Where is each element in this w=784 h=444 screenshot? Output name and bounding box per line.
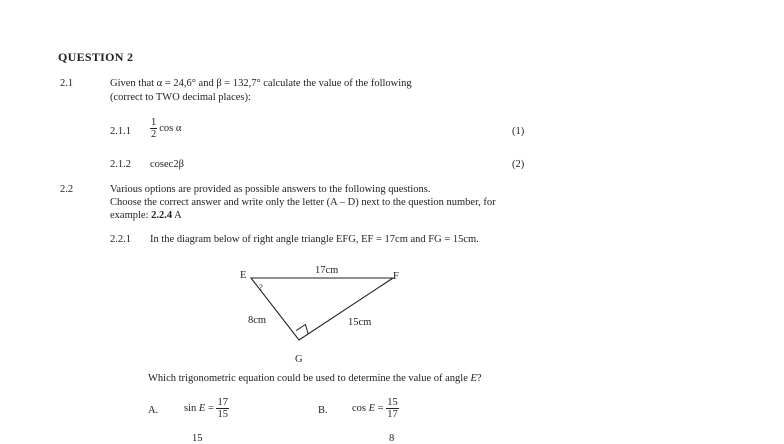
- side-eg-label: 8cm: [248, 315, 267, 326]
- vertex-e-label: E: [240, 270, 247, 281]
- option-b-numerator: 15: [387, 397, 398, 408]
- option-c-numerator: 15: [192, 433, 203, 444]
- q212-expr: cosec2β: [150, 159, 184, 170]
- q22-example-prefix: example:: [110, 210, 149, 221]
- side-ef-label: 17cm: [315, 265, 339, 276]
- triangle-efg: [251, 278, 393, 340]
- option-a-func: sin: [184, 403, 197, 414]
- q22-number: 2.2: [60, 184, 74, 195]
- q211-expression: [150, 117, 181, 140]
- option-b-func: cos: [352, 403, 366, 414]
- right-angle-marker: [296, 325, 308, 334]
- q21-number: 2.1: [60, 78, 74, 89]
- q211-number: 2.1.1: [110, 126, 131, 137]
- side-fg-label: 15cm: [348, 317, 372, 328]
- question-heading: QUESTION 2: [58, 50, 134, 64]
- q22-example-letter: A: [174, 210, 182, 221]
- q221-prompt-var: E: [470, 373, 477, 384]
- q22-intro-line1: Various options are provided as possible answers to the following questions.: [110, 184, 431, 195]
- angle-e-label: ?: [259, 282, 263, 292]
- option-a-fraction: [216, 397, 229, 420]
- q211-fraction: [150, 117, 157, 140]
- q212-marks: (2): [512, 159, 525, 170]
- option-a-equation: sin E = $\frac{17}{15}$: [184, 397, 228, 420]
- q211-marks: (1): [512, 126, 525, 137]
- q221-prompt-text: Which trigonometric equation could be used to determine the value of angle: [148, 373, 468, 384]
- option-a-numerator: 17: [217, 397, 228, 408]
- q221-number: 2.2.1: [110, 234, 131, 245]
- q21-intro-text: Given that α = 24,6° and β = 132,7° calculate the value of the following: [110, 78, 412, 89]
- triangle-diagram: [230, 258, 420, 368]
- option-b-fraction: [386, 397, 399, 420]
- q211-fraction-numerator: 1: [151, 117, 157, 128]
- q22-example: [110, 210, 182, 221]
- option-b-denominator: 17: [387, 409, 398, 420]
- option-a-denominator: 15: [217, 409, 228, 420]
- option-b-label: B.: [318, 405, 328, 416]
- vertex-f-label: F: [393, 271, 399, 282]
- option-a-var: E: [198, 403, 206, 414]
- q22-example-number: 2.2.4: [151, 210, 173, 221]
- q211-expr: cos α: [159, 122, 182, 134]
- q221-prompt-suffix: ?: [476, 373, 482, 384]
- q22-intro-line2: Choose the correct answer and write only the letter (A – D) next to the question number, for: [110, 197, 496, 208]
- q211-fraction-denominator: 2: [151, 129, 157, 140]
- q221-prompt: [148, 373, 482, 384]
- q221-text: In the diagram below of right angle triangle EFG, EF = 17cm and FG = 15cm.: [150, 234, 479, 245]
- q212-number: 2.1.2: [110, 159, 131, 170]
- option-b-equation: cos E = $\frac{15}{17}$: [352, 397, 398, 420]
- option-d-numerator: 8: [389, 433, 395, 444]
- option-a-label: A.: [148, 405, 159, 416]
- vertex-g-label: G: [295, 354, 303, 365]
- option-b-var: E: [368, 403, 376, 414]
- q21-intro-note: (correct to TWO decimal places):: [110, 92, 251, 103]
